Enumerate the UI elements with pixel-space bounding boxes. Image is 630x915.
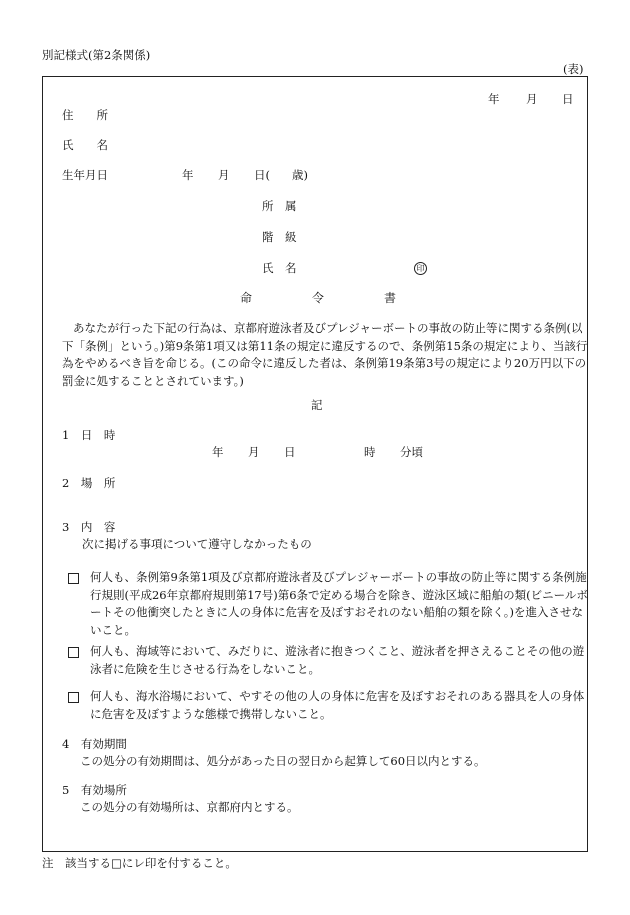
ki-label: 記 <box>311 398 323 412</box>
content-label: 3 内 容 <box>62 520 116 534</box>
check-item-2-text: 何人も、海域等において、みだりに、遊泳者に抱きつくこと、遊泳者を押さえることその他の遊泳者に危険を生じさせる行為をしないこと。 <box>90 644 585 676</box>
dt-month: 月 <box>248 445 260 459</box>
check-item-1-text: 何人も、条例第9条第1項及び京都府遊泳者及びプレジャーボートの事故の防止等に関する条例施行規則(平成26年京都府規則第17号)第6条で定める場合を除き、遊泳区域に船舶の類(ビニールボートその他衝突したときに人の身体に危害を及ぼすおそれのない船舶の類を除く。)を進入させないこと。 <box>90 570 588 637</box>
checkbox-3[interactable] <box>68 692 79 703</box>
birth-month: 月 <box>218 168 230 182</box>
footnote: 注 該当する□にレ印を付すること。 <box>42 856 237 870</box>
checkbox-1[interactable] <box>68 573 79 584</box>
form-label: 別記様式(第2条関係) <box>42 48 151 62</box>
title-char-1: 命 <box>240 291 253 305</box>
date-day: 日 <box>562 92 574 106</box>
order-body: あなたが行った下記の行為は、京都府遊泳者及びプレジャーボートの事故の防止等に関する条例(以下「条例」という。)第9条第1項又は第11条の規定に違反するので、条例第15条の規定により、当該行為をやめるべき旨を命じる。(この命令に違反した者は、条例第19条第3号の規定により20万円以下の罰金に処することとされています。) <box>62 321 588 388</box>
place-label: 2 場 所 <box>62 476 116 490</box>
title-char-3: 書 <box>384 291 397 305</box>
dt-day: 日 <box>284 445 296 459</box>
side-label: (表) <box>563 62 584 76</box>
date-year: 年 <box>488 92 500 106</box>
name-label: 氏 名 <box>62 138 108 152</box>
area-text: この処分の有効場所は、京都府内とする。 <box>80 800 299 814</box>
content-intro: 次に掲げる事項について遵守しなかったもの <box>82 537 312 551</box>
address-label: 住 所 <box>62 108 108 122</box>
validity-text: この処分の有効期間は、処分があった日の翌日から起算して60日以内とする。 <box>80 754 486 768</box>
check-item-3-text: 何人も、海水浴場において、やすその他の人の身体に危害を及ぼすおそれのある器具を人の身体に危害を及ぼすような態様で携帯しないこと。 <box>90 689 585 721</box>
dt-hour: 時 <box>364 445 376 459</box>
birth-year: 年 <box>182 168 194 182</box>
form-frame <box>42 76 588 852</box>
dt-minute: 分頃 <box>400 445 423 459</box>
officer-name: 氏 名 <box>262 261 297 275</box>
officer-affiliation: 所 属 <box>262 199 297 213</box>
date-month: 月 <box>526 92 538 106</box>
validity-label: 4 有効期間 <box>62 737 127 751</box>
title-char-2: 令 <box>312 291 325 305</box>
birth-age: 歳) <box>292 168 308 182</box>
birth-label: 生年月日 <box>62 168 108 182</box>
area-label: 5 有効場所 <box>62 783 127 797</box>
dt-year: 年 <box>212 445 224 459</box>
birth-day: 日( <box>254 168 270 182</box>
checkbox-2[interactable] <box>68 647 79 658</box>
officer-rank: 階 級 <box>262 230 297 244</box>
seal-icon: 印 <box>414 262 427 275</box>
datetime-label: 1 日 時 <box>62 428 116 442</box>
